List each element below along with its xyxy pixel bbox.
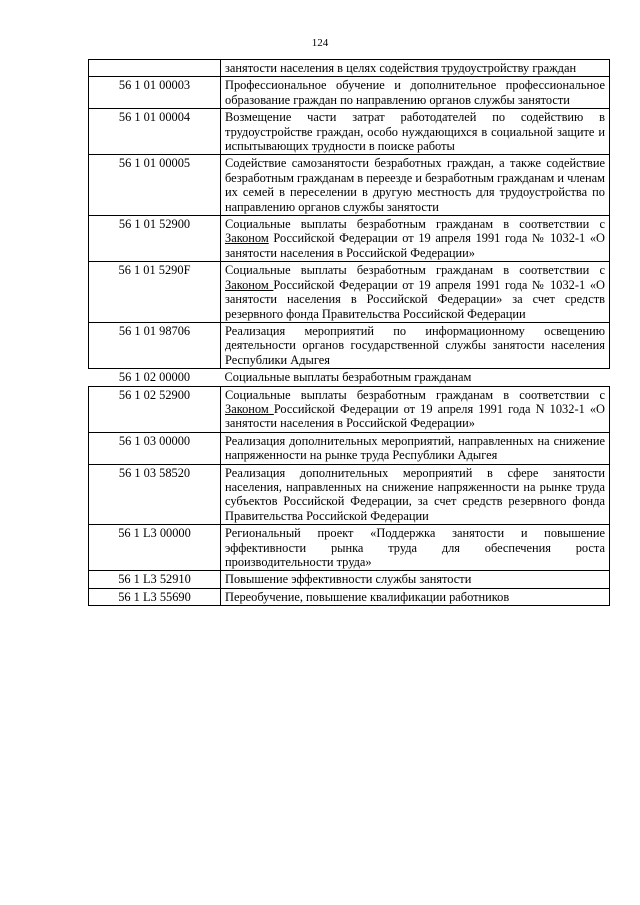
description-text: Социальные выплаты безработным гражданам в соответствии с <box>225 263 605 278</box>
description-cell <box>221 216 610 262</box>
code-cell: 56 1 L3 52910 <box>89 571 221 588</box>
code-cell: 56 1 02 00000 <box>89 369 221 386</box>
description-cell: Реализация дополнительных мероприятий в сфере занятости населения, направленных на снижение напряженности на рынке труда субъектов Российской Федерации, за счет средств резервного фонда Правительства Российской Федерации <box>221 464 610 525</box>
table-row <box>89 464 610 525</box>
description-text: Социальные выплаты безработным гражданам в соответствии с <box>225 387 605 402</box>
description-cell: Реализация мероприятий по информационному освещению деятельности органов государственной службы занятости населения Республики Адыгея <box>221 322 610 368</box>
description-cell: Реализация дополнительных мероприятий, направленных на снижение напряженности на рынке труда Республики Адыгея <box>221 432 610 464</box>
table-row <box>89 216 610 262</box>
table-row <box>89 571 610 588</box>
table-row <box>89 155 610 216</box>
code-cell <box>89 60 221 77</box>
code-cell: 56 1 01 52900 <box>89 216 221 262</box>
code-cell: 56 1 01 5290F <box>89 262 221 323</box>
budget-code-table <box>88 59 610 606</box>
description-cell: занятости населения в целях содействия трудоустройству граждан <box>221 60 610 77</box>
law-link[interactable]: Законом <box>225 231 269 246</box>
table-row <box>89 322 610 368</box>
table-row <box>89 262 610 323</box>
table-row <box>89 369 610 386</box>
description-cell: Социальные выплаты безработным гражданам <box>221 369 610 386</box>
code-cell: 56 1 01 00003 <box>89 77 221 109</box>
description-text: Российской Федерации от 19 апреля 1991 года № 1032-1 «О занятости населения в Российской Федерации» за счет средств резервного фонда Правительства Российской Федерации <box>225 277 605 321</box>
description-text: Российской Федерации от 19 апреля 1991 года N 1032-1 «О занятости населения в Российской Федерации» <box>225 401 606 431</box>
law-link[interactable]: Законом <box>225 277 274 292</box>
table-row <box>89 109 610 155</box>
description-cell: Содействие самозанятости безработных граждан, а также содействие безработным гражданам в переезде и безработным гражданам и членам их семей в переселении в другую местность для трудоустройства по направлению органов службы занятости <box>221 155 610 216</box>
description-cell: Переобучение, повышение квалификации работников <box>221 588 610 605</box>
code-cell: 56 1 02 52900 <box>89 386 221 432</box>
description-cell: Возмещение части затрат работодателей по содействию в трудоустройстве граждан, особо нуждающихся в социальной защите и испытывающих трудности в поиске работы <box>221 109 610 155</box>
code-cell: 56 1 01 00004 <box>89 109 221 155</box>
page-number: 124 <box>311 37 329 49</box>
table-row <box>89 432 610 464</box>
description-cell <box>221 262 610 323</box>
table-row <box>89 588 610 605</box>
code-cell: 56 1 L3 00000 <box>89 525 221 571</box>
table-row <box>89 60 610 77</box>
description-text: Российской Федерации от 19 апреля 1991 года № 1032-1 «О занятости населения в Российской Федерации» <box>225 231 605 260</box>
table-row <box>89 386 610 432</box>
law-link[interactable]: Законом <box>225 401 274 416</box>
table-row <box>89 525 610 571</box>
description-cell <box>221 386 610 432</box>
code-cell: 56 1 03 00000 <box>89 432 221 464</box>
description-text: Социальные выплаты безработным гражданам в соответствии с <box>225 217 605 232</box>
table-row <box>89 77 610 109</box>
code-cell: 56 1 03 58520 <box>89 464 221 525</box>
code-cell: 56 1 01 98706 <box>89 322 221 368</box>
code-cell: 56 1 L3 55690 <box>89 588 221 605</box>
description-cell: Повышение эффективности службы занятости <box>221 571 610 588</box>
description-cell: Региональный проект «Поддержка занятости и повышение эффективности рынка труда для обеспечения роста производительности труда» <box>221 525 610 571</box>
code-cell: 56 1 01 00005 <box>89 155 221 216</box>
description-cell: Профессиональное обучение и дополнительное профессиональное образование граждан по направлению органов службы занятости <box>221 77 610 109</box>
